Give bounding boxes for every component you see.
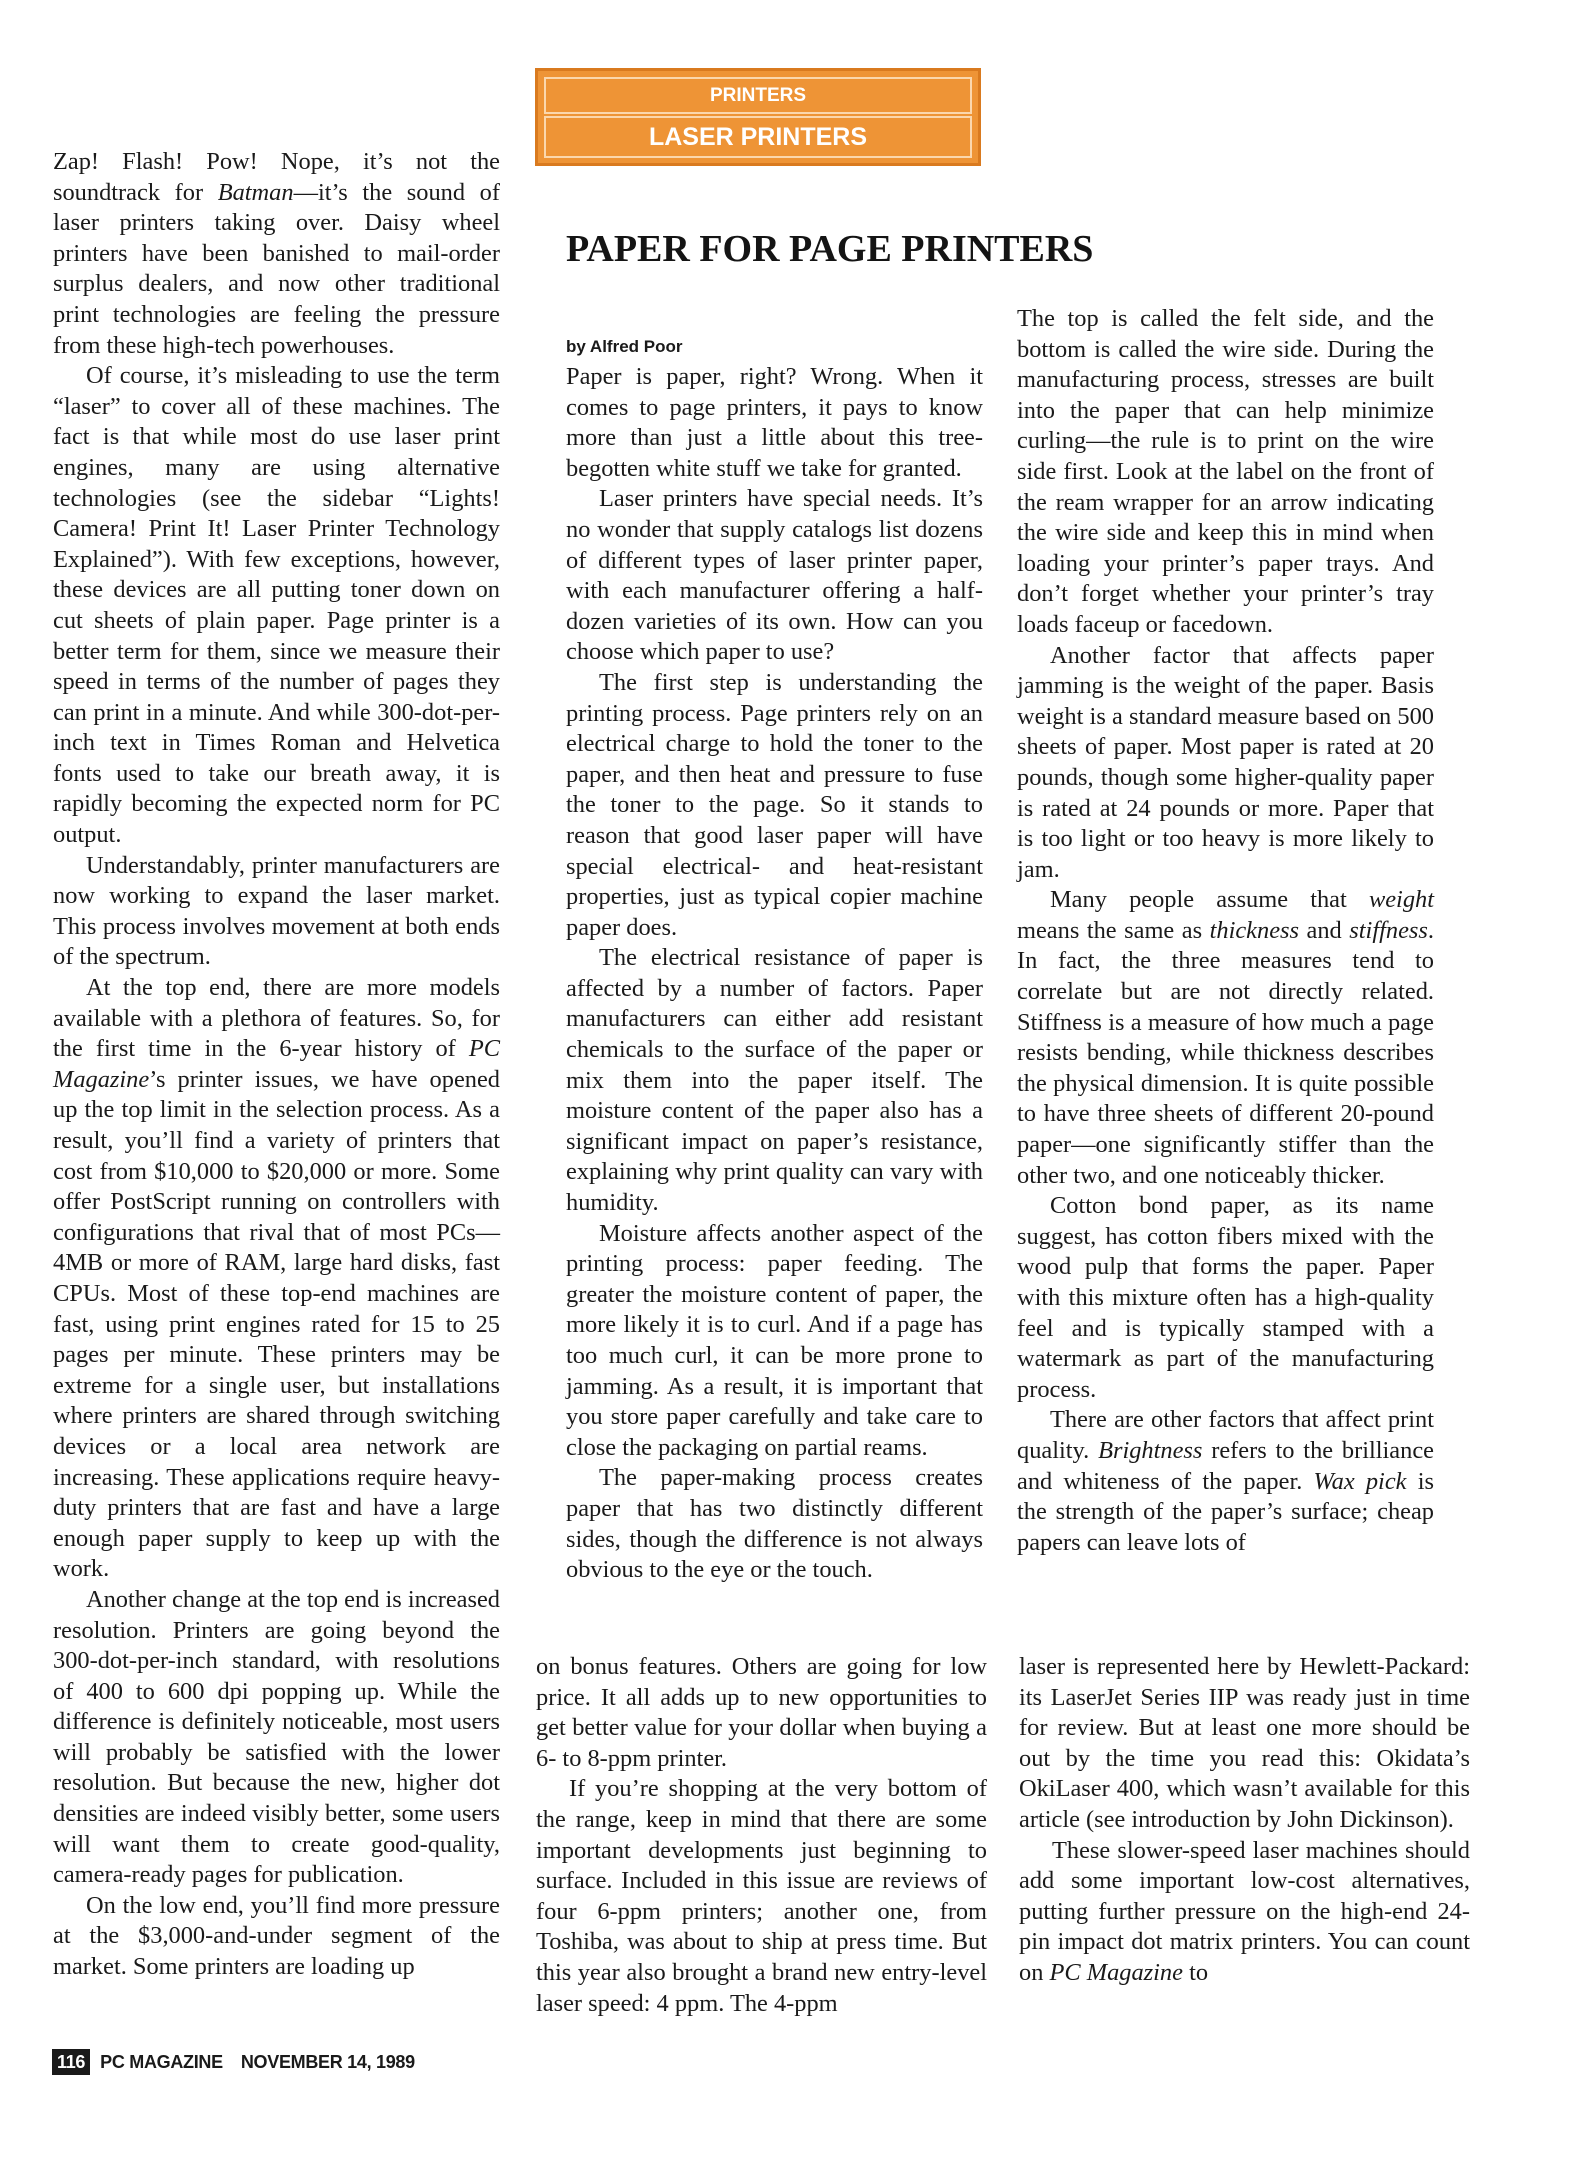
section-header-box bbox=[535, 68, 981, 166]
middle-paragraph-1: Paper is paper, right? Wrong. When it comes to page printers, it pays to know more than just a little about this tree-begotten white stuff we take for granted. bbox=[566, 363, 983, 482]
right-paragraph-3: Many people assume that weight means the same as thickness and stiffness. In fact, the three measures tend to correlate but are not directly related. Stiffness is a measure of how much a page resists bending, while thickness describes the physical dimension. It is quite possible to have three sheets of different 20-pound paper—one significantly stiffer than the other two, and one noticeably thicker. bbox=[1017, 886, 1434, 1189]
issue-date: NOVEMBER 14, 1989 bbox=[240, 2052, 415, 2072]
right-paragraph-5: There are other factors that affect print quality. Brightness refers to the brilliance and whiteness of the paper. Wax pick is the strength of the paper’s surface; cheap papers can leave lots of bbox=[1017, 1406, 1434, 1556]
right-paragraph-4: Cotton bond paper, as its name suggest, has cotton fibers mixed with the wood pulp that forms the paper. Paper with this mixture often has a high-quality feel and is typically stamped with a watermark as part of the manufacturing process. bbox=[1017, 1192, 1434, 1403]
left-paragraph-4: At the top end, there are more models available with a plethora of features. So, for the first time in the 6-year history of PC Magazine’s printer issues, we have opened up the top limit in the selection process. As a result, you’ll find a variety of printers that cost from $10,000 to $20,000 or more. Some offer PostScript running on controllers with configurations that rival that of most PCs—4MB or more of RAM, large hard disks, fast CPUs. Most of these top-end machines are fast, using print engines rated for 15 to 25 pages per minute. These printers may be extreme for a single user, but installations where printers are shared through switching devices or a local area network are increasing. These applications require heavy-duty printers that are fast and have a large enough paper supply to keep up with the work. bbox=[53, 974, 500, 1583]
middle-paragraph-4: The electrical resistance of paper is affected by a number of factors. Paper manufacturers can either add resistant chemicals to the surface of the paper or mix them into the paper itself. The moisture content of the paper also has a significant impact on paper’s resistance, explaining why print quality can vary with humidity. bbox=[566, 944, 983, 1217]
subsection-label: LASER PRINTERS bbox=[544, 116, 972, 158]
left-paragraph-5: Another change at the top end is increased resolution. Printers are going beyond the 300-dot-per-inch standard, with resolutions of 400 to 600 dpi popping up. While the difference is definitely noticeable, most users will probably be satisfied with the lower resolution. But because the new, higher dot densities are indeed visibly better, some users will want them to create good-quality, camera-ready pages for publication. bbox=[53, 1585, 500, 1889]
middle-paragraph-5: Moisture affects another aspect of the printing process: paper feeding. The greater the moisture content of paper, the more likely it is to curl. And if a page has too much curl, it can be more prone to jamming. As a result, it is important that you store paper carefully and take care to close the packaging on partial reams. bbox=[566, 1219, 983, 1461]
left-paragraph-3: Understandably, printer manufacturers are now working to expand the laser market. This process involves movement at both ends of the spectrum. bbox=[53, 851, 500, 971]
byline: by Alfred Poor bbox=[566, 337, 683, 356]
bottom-middle-paragraph-1: on bonus features. Others are going for low price. It all adds up to new opportunities to get better value for your dollar when buying a 6- to 8-ppm printer. bbox=[536, 1653, 987, 1772]
right-column bbox=[1017, 304, 1434, 1558]
middle-paragraph-2: Laser printers have special needs. It’s no wonder that supply catalogs list dozens of different types of laser printer paper, with each manufacturer offering a half-dozen varieties of its own. How can you choose which paper to use? bbox=[566, 485, 983, 666]
page-footer bbox=[52, 2049, 415, 2079]
bottom-middle-column bbox=[536, 1652, 987, 2019]
left-paragraph-6: On the low end, you’ll find more pressure at the $3,000-and-under segment of the market. Some printers are loading up bbox=[53, 1891, 500, 1981]
bottom-middle-paragraph-2: If you’re shopping at the very bottom of the range, keep in mind that there are some important developments just beginning to surface. Included in this issue are reviews of four 6-ppm printers; another one, from Toshiba, was about to ship at press time. But this year also brought a brand new entry-level laser speed: 4 ppm. The 4-ppm bbox=[536, 1775, 987, 2017]
bottom-right-paragraph-2: These slower-speed laser machines should add some important low-cost alternatives, putting further pressure on the high-end 24-pin impact dot matrix printers. You can count on PC Magazine to bbox=[1019, 1836, 1470, 1986]
magazine-name: PC MAGAZINE bbox=[100, 2052, 223, 2072]
page-number: 116 bbox=[52, 2049, 90, 2075]
middle-paragraph-3: The first step is understanding the printing process. Page printers rely on an electrical charge to hold the toner to the paper, and then heat and pressure to fuse the toner to the page. So it stands to reason that good laser paper will have special electrical- and heat-resistant properties, just as typical copier machine paper does. bbox=[566, 668, 983, 941]
left-paragraph-2: Of course, it’s misleading to use the term “laser” to cover all of these machines. The fact is that while most do use laser print engines, many are using alternative technologies (see the sidebar “Lights! Camera! Print It! Laser Printer Technology Explained”). With few exceptions, however, these devices are all putting toner down on cut sheets of plain paper. Page printer is a better term for them, since we measure their speed in terms of the number of pages they can print in a minute. And while 300-dot-per-inch text in Times Roman and Helvetica fonts used to take our breath away, it is rapidly becoming the expected norm for PC output. bbox=[53, 362, 500, 849]
left-paragraph-1: Zap! Flash! Pow! Nope, it’s not the soundtrack for Batman—it’s the sound of laser printers taking over. Daisy wheel printers have been banished to mail-order surplus dealers, and now other traditional print technologies are feeling the pressure from these high-tech powerhouses. bbox=[53, 148, 500, 359]
bottom-right-paragraph-1: laser is represented here by Hewlett-Packard: its LaserJet Series IIP was ready just in time for review. But at least one more should be out by the time you read this: Okidata’s OkiLaser 400, which wasn’t available for this article (see introduction by John Dickinson). bbox=[1019, 1653, 1470, 1833]
middle-paragraph-6: The paper-making process creates paper that has two distinctly different sides, though the difference is not always obvious to the eye or the touch. bbox=[566, 1464, 983, 1584]
left-column bbox=[53, 147, 500, 1983]
section-label: PRINTERS bbox=[544, 77, 972, 114]
right-paragraph-1: The top is called the felt side, and the bottom is called the wire side. During the manufacturing process, stresses are built into the paper that can help minimize curling—the rule is to print on the wire side first. Look at the label on the front of the ream wrapper for an arrow indicating the wire side and keep this in mind when loading your printer’s paper trays. And don’t forget whether your printer’s tray loads faceup or facedown. bbox=[1017, 305, 1434, 638]
article-title: PAPER FOR PAGE PRINTERS bbox=[566, 228, 1094, 270]
bottom-right-column bbox=[1019, 1652, 1470, 1989]
right-paragraph-2: Another factor that affects paper jamming is the weight of the paper. Basis weight is a standard measure based on 500 sheets of paper. Most paper is rated at 20 pounds, though some higher-quality paper is rated at 24 pounds or more. Paper that is too light or too heavy is more likely to jam. bbox=[1017, 641, 1434, 883]
middle-column bbox=[566, 335, 983, 1586]
